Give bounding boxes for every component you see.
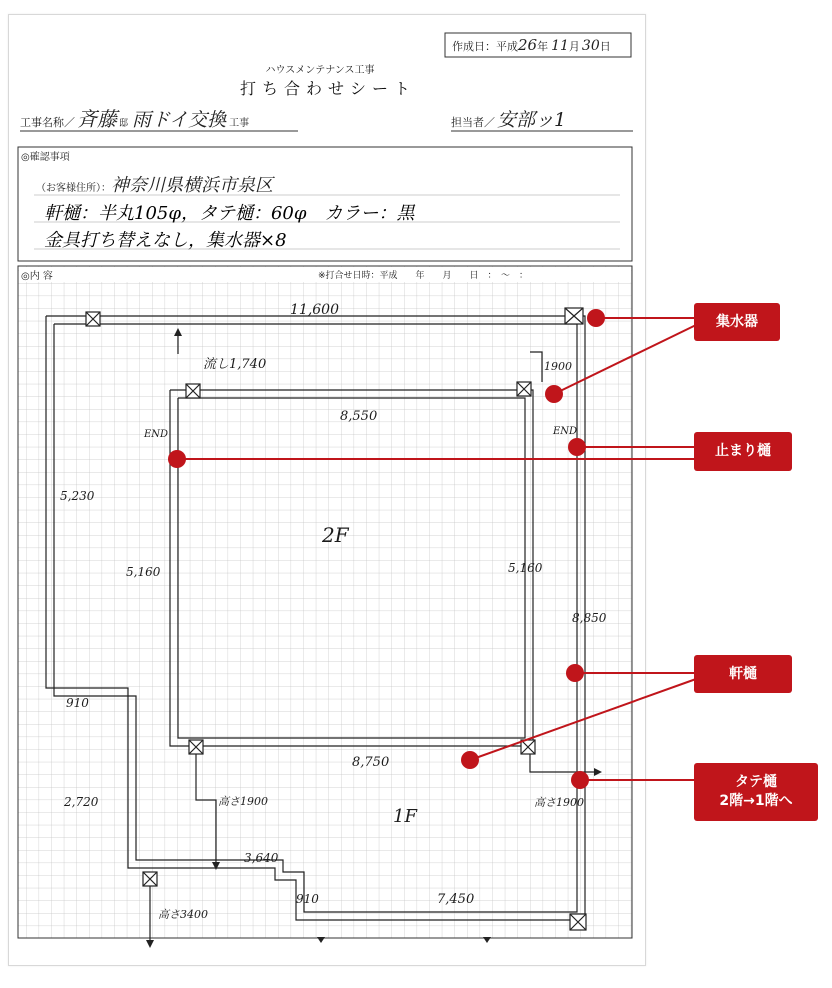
confirm-header: ◎確認事項 (21, 152, 70, 163)
manager-label: 担当者／ (451, 116, 495, 129)
callout-tomaridoi (694, 432, 792, 471)
collector-box (186, 384, 200, 398)
svg-text:工事名称／斉藤邸雨ドイ交換工事 (20, 107, 249, 131)
callout-label: 止まり樋 (715, 443, 771, 460)
dim-inner-bottom: 8,750 (352, 755, 390, 770)
project-honorific: 邸 (119, 119, 129, 129)
callout-shusuiki (694, 303, 780, 341)
project-client: 斉藤 (77, 107, 117, 131)
collector-box (86, 312, 100, 326)
dim-top-total: 11,600 (290, 302, 339, 318)
date-day: 30 (581, 38, 600, 54)
project-suffix: 工事 (229, 118, 250, 129)
dim-inner-top: 8,550 (340, 409, 378, 424)
svg-text:担当者／安部ッ1 (451, 109, 566, 131)
content-header: ◎内 容 (21, 271, 53, 282)
dim-lower-left: 2,720 (64, 795, 99, 809)
collector-box (189, 740, 203, 754)
collector-box (143, 872, 157, 886)
floor-1f: 1F (393, 806, 417, 827)
dim-left-inner: 5,160 (126, 565, 161, 579)
date-year-suffix: 年 (537, 40, 549, 53)
callout-tatedoi (694, 763, 818, 821)
confirm-line-3: 金具打ち替えなし，集水器×8 (44, 230, 287, 251)
project-work: 雨ドイ交換 (132, 109, 227, 131)
callout-label: タテ樋 (735, 774, 777, 791)
meeting-datetime: ※打合せ日時：平成 年 月 日 ： 〜 ： (318, 271, 529, 281)
confirm-line-2: 軒樋：半丸105φ，タテ樋：60φ カラー：黒 (44, 203, 415, 224)
end-left: END (144, 429, 169, 440)
dim-bottom-right: 7,450 (437, 892, 475, 907)
dim-right-inner: 5,160 (508, 561, 543, 575)
address-value: 神奈川県横浜市泉区 (111, 175, 273, 196)
svg-text:（お客様住所）：神奈川県横浜市泉区 (36, 175, 275, 196)
date-month: 11 (551, 38, 569, 54)
sheet-title: 打ち合わせシート (239, 79, 417, 98)
dim-pipe-low-right: 高さ1900 (534, 796, 584, 809)
callout-label: 軒樋 (729, 665, 757, 682)
floor-2f: 2F (322, 523, 349, 547)
date-year: 26 (518, 36, 538, 54)
dim-left-outer: 5,230 (60, 489, 95, 503)
dim-bottom-step2: 910 (296, 892, 319, 906)
address-label: （お客様住所）： (36, 183, 111, 194)
dim-step-left: 910 (66, 696, 89, 710)
callout-nokitoi (694, 655, 792, 693)
collector-box (565, 308, 583, 324)
manager-name: 安部ッ1 (497, 109, 567, 131)
dim-bottom-step: 3,640 (244, 851, 279, 865)
project-label: 工事名称／ (20, 116, 75, 129)
dim-pipe-low-left: 高さ1900 (218, 795, 268, 808)
callout-label: 集水器 (716, 313, 758, 330)
dim-pipe-right-top: 1900 (544, 360, 572, 373)
date-prefix: 作成日：平成 (452, 40, 518, 53)
dim-pipe-left-top: 流し1,740 (203, 357, 267, 372)
sheet-subtitle: ハウスメンテナンス工事 (265, 65, 375, 76)
callout-sub: 2階→1階へ (719, 793, 793, 809)
collector-box (521, 740, 535, 754)
end-right: END (553, 426, 578, 437)
dim-right-outer: 8,850 (572, 611, 607, 625)
collector-box (517, 382, 531, 396)
dim-pipe-bottom: 高さ3400 (158, 908, 208, 921)
date-month-suffix: 月 (568, 40, 580, 53)
svg-text:作成日：平成26年11月30日 (452, 36, 611, 54)
collector-box (570, 914, 586, 930)
content-grid (18, 266, 632, 938)
date-day-suffix: 日 (599, 40, 611, 53)
